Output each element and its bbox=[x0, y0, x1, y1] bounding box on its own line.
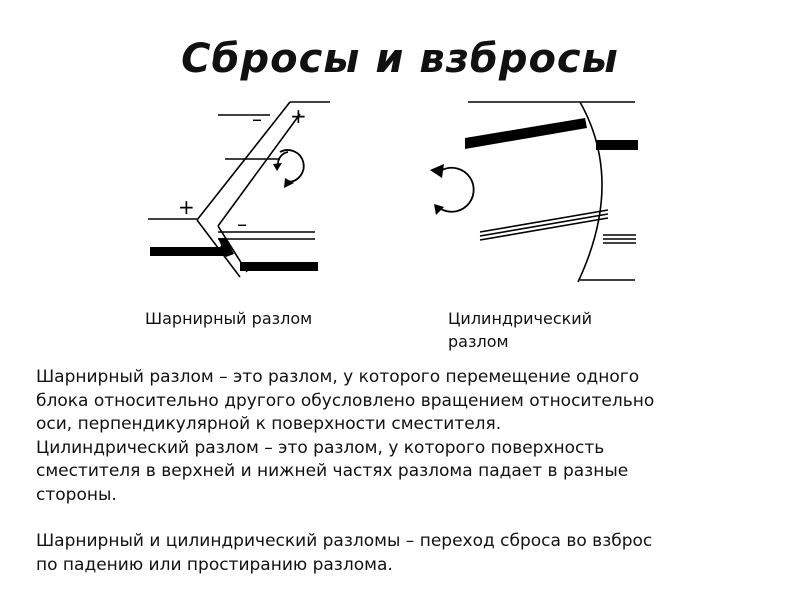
text-line: Шарнирный и цилиндрический разломы – переход сброса во взброс bbox=[36, 531, 653, 551]
body-text bbox=[36, 366, 776, 577]
thin-bed-line bbox=[480, 214, 608, 236]
caption-line: разлом bbox=[448, 332, 509, 351]
text-line: оси, перпендикулярной к поверхности сместителя. bbox=[36, 414, 502, 434]
bed-layer bbox=[240, 262, 318, 271]
cylindrical-fault-caption bbox=[448, 307, 648, 353]
text-line: по падению или простиранию разлома. bbox=[36, 554, 393, 575]
text-line: Шарнирный разлом – это разлом, у которого перемещение одного bbox=[36, 367, 640, 387]
cylindrical-fault-diagram bbox=[420, 92, 650, 292]
plus-label: + bbox=[290, 104, 307, 128]
text-line: стороны. bbox=[36, 484, 117, 505]
rotation-arrow-icon bbox=[273, 150, 304, 188]
fault-line bbox=[197, 102, 290, 220]
minus-label: – bbox=[237, 212, 247, 236]
plus-label: + bbox=[178, 195, 195, 219]
bed-layer bbox=[596, 140, 638, 150]
hinge-fault-caption: Шарнирный разлом bbox=[145, 309, 313, 328]
fault-line bbox=[578, 102, 602, 282]
hinge-fault-diagram bbox=[140, 92, 330, 292]
caption-line: Цилиндрический bbox=[448, 309, 593, 328]
slide-title: Сбросы и взбросы bbox=[181, 36, 619, 82]
bed-layer bbox=[465, 118, 587, 149]
text-line: блока относительно другого обусловлено вращением относительно bbox=[36, 390, 655, 411]
text-line: сместителя в верхней и нижней частях разлома падает в разные bbox=[36, 461, 629, 481]
paragraph-gap bbox=[36, 507, 776, 530]
text-line: Цилиндрический разлом – это разлом, у которого поверхность bbox=[36, 437, 605, 458]
minus-label: – bbox=[252, 107, 262, 131]
rotation-arrow-icon bbox=[430, 164, 474, 215]
